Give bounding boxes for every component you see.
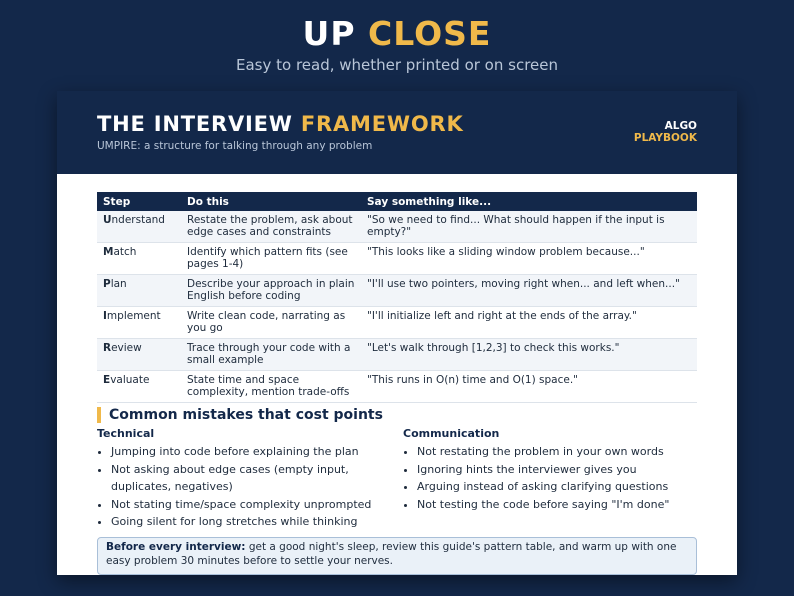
communication-list [403,443,711,513]
step-letter: R [103,342,112,354]
list-item: • Not stating time/space complexity unprompted [111,496,373,514]
say-cell: "This runs in O(n) time and O(1) space." [361,371,697,403]
list-item: • Going silent for long stretches while thinking [111,513,373,531]
step-letter: U [103,214,112,226]
say-cell: "This looks like a sliding window problem because..." [361,243,697,275]
hero-title-main: UP [302,14,356,53]
step-letter: I [103,310,107,322]
card-title [97,112,464,136]
step-rest: atch [113,246,137,258]
step-rest: eview [111,342,142,354]
table-row [97,371,697,403]
say-cell: "I'll use two pointers, moving right when... and left when..." [361,275,697,307]
step-cell [97,371,181,403]
step-cell [97,275,181,307]
step-rest: nderstand [111,214,165,226]
mistakes-section-title: Common mistakes that cost points [97,407,383,423]
list-item: • Not restating the problem in your own words [417,443,711,461]
list-item: • Not testing the code before saying "I'm done" [417,496,711,514]
table-header-row [97,192,697,211]
table-row [97,339,697,371]
interview-tip-box [97,537,697,575]
do-cell: Trace through your code with a small example [181,339,361,371]
say-cell: "I'll initialize left and right at the ends of the array." [361,307,697,339]
do-cell: State time and space complexity, mention trade-offs [181,371,361,403]
say-cell: "So we need to find... What should happen if the input is empty?" [361,211,697,243]
tip-label: Before every interview: [106,541,246,553]
step-cell [97,339,181,371]
step-letter: P [103,278,111,290]
do-cell: Describe your approach in plain English before coding [181,275,361,307]
list-item: • Not asking about edge cases (empty input, duplicates, negatives) [111,461,373,496]
step-rest: mplement [106,310,161,322]
brand-line-2: PLAYBOOK [633,132,697,144]
say-cell: "Let's walk through [1,2,3] to check this works." [361,339,697,371]
card-title-accent: FRAMEWORK [300,112,464,136]
header-step: Step [97,192,181,211]
step-rest: lan [110,278,127,290]
brand-line-1: ALGO [664,120,697,132]
step-cell [97,307,181,339]
do-cell: Restate the problem, ask about edge cases and constraints [181,211,361,243]
step-rest: valuate [110,374,150,386]
header-say: Say something like... [361,192,697,211]
technical-list [97,443,373,531]
framework-card [57,91,737,575]
step-cell [97,243,181,275]
list-item: • Ignoring hints the interviewer gives you [417,461,711,479]
communication-heading: Communication [403,427,500,440]
step-letter: M [103,246,114,258]
card-subtitle: UMPIRE: a structure for talking through any problem [97,140,373,152]
umpire-table [97,192,697,403]
card-title-main: THE INTERVIEW [97,112,293,136]
list-item: • Jumping into code before explaining the plan [111,443,373,461]
hero-subtitle: Easy to read, whether printed or on screen [235,56,559,74]
step-cell [97,211,181,243]
table-row [97,211,697,243]
list-item: • Arguing instead of asking clarifying questions [417,478,711,496]
hero-title [0,14,794,53]
header-do-this: Do this [181,192,361,211]
do-cell: Write clean code, narrating as you go [181,307,361,339]
technical-heading: Technical [97,427,155,440]
table-row [97,307,697,339]
table-row [97,243,697,275]
step-letter: E [103,374,111,386]
hero-title-accent: CLOSE [368,14,492,53]
tip-text: get a good night's sleep, review this guide's pattern table, and warm up with one easy problem 30 minutes before to settle your nerves. [106,541,677,567]
do-cell: Identify which pattern fits (see pages 1-4) [181,243,361,275]
card-header [57,91,737,174]
table-row [97,275,697,307]
